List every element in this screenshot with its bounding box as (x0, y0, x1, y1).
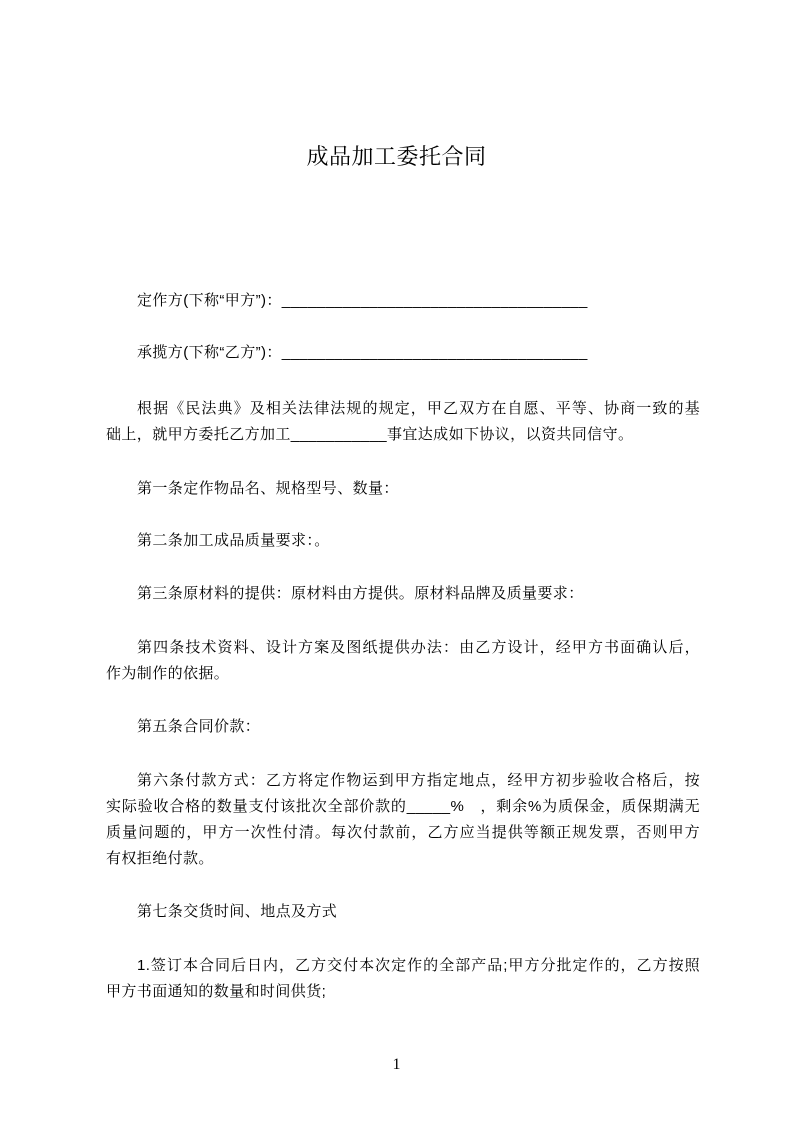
article-line: 作为制作的依据。 (106, 665, 230, 682)
article-line: 第六条付款方式：乙方将定作物运到甲方指定地点，经甲方初步验收合格后，按 (137, 772, 700, 789)
article-line: 第五条合同价款： (137, 718, 261, 735)
article-line: 第一条定作物品名、规格型号、数量： (137, 480, 399, 497)
article-line: 第二条加工成品质量要求：。 (137, 532, 330, 549)
article-line: 第三条原材料的提供：原材料由方提供。原材料品牌及质量要求： (137, 585, 584, 602)
party-client-line: 定作方(下称“甲方”)：___________________________________ (137, 292, 588, 309)
article-line: 质量问题的，甲方一次性付清。每次付款前，乙方应当提供等额正规发票，否则甲方 (106, 824, 700, 841)
document-title: 成品加工委托合同 (306, 144, 487, 169)
preamble-line: 根据《民法典》及相关法律法规的规定，甲乙双方在自愿、平等、协商一致的基 (137, 400, 700, 417)
article-item-line: 1.签订本合同后日内，乙方交付本次定作的全部产品;甲方分批定作的，乙方按照 (137, 957, 700, 974)
preamble-line: 础上，就甲方委托乙方加工___________事宜达成如下协议，以资共同信守。 (106, 426, 634, 443)
party-contractor-line: 承揽方(下称“乙方”)：___________________________________ (137, 344, 588, 361)
article-line: 第七条交货时间、地点及方式 (137, 903, 338, 920)
article-line: 第四条技术资料、设计方案及图纸提供办法：由乙方设计，经甲方书面确认后， (137, 639, 700, 656)
page-number: 1 (392, 1056, 401, 1073)
article-line: 有权拒绝付款。 (106, 850, 214, 867)
article-item-line: 甲方书面通知的数量和时间供货; (106, 983, 327, 1000)
article-line: 实际验收合格的数量支付该批次全部价款的_____% ，剩余%为质保金，质保期满无 (106, 798, 700, 815)
